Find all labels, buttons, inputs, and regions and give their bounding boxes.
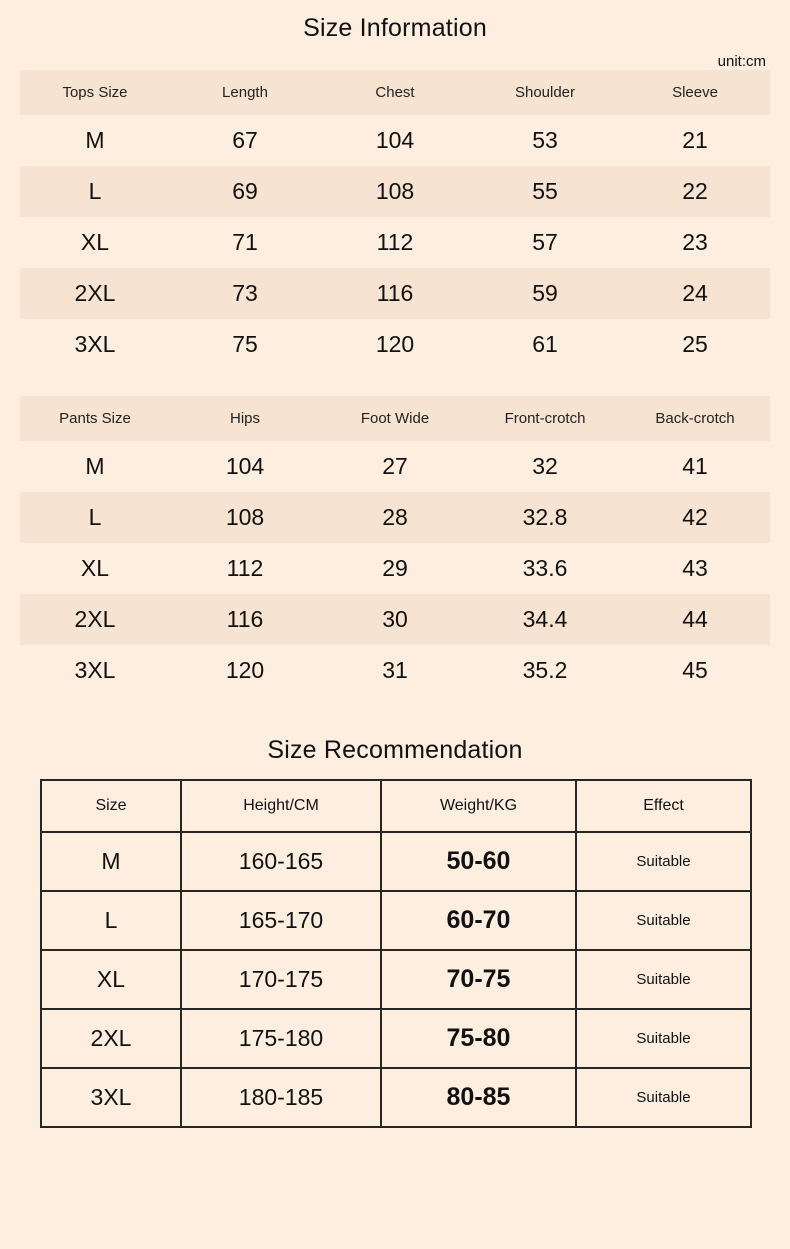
cell-size: 2XL	[41, 1009, 181, 1068]
table-row	[20, 594, 770, 645]
cell-size: XL	[80, 229, 110, 255]
table-row	[20, 319, 770, 370]
table-header-row	[20, 70, 770, 115]
cell-shoulder: 55	[532, 178, 558, 204]
cell-chest: 120	[375, 331, 415, 357]
size-recommendation-table	[40, 779, 752, 1128]
cell-length: 67	[232, 127, 258, 153]
cell-length: 75	[232, 331, 258, 357]
cell-front-crotch: 33.6	[522, 555, 568, 581]
cell-length: 69	[232, 178, 258, 204]
table-row	[20, 543, 770, 594]
cell-height: 180-185	[181, 1068, 381, 1127]
cell-foot-wide: 27	[382, 453, 408, 479]
cell-size: M	[85, 127, 105, 153]
cell-sleeve: 23	[682, 229, 708, 255]
table-row	[20, 492, 770, 543]
cell-weight: 70-75	[381, 950, 576, 1009]
tops-table-wrapper	[0, 70, 790, 370]
cell-front-crotch: 35.2	[522, 657, 568, 683]
cell-hips: 112	[226, 555, 264, 581]
table-row	[41, 1068, 751, 1127]
column-header: Weight/KG	[381, 780, 576, 832]
pants-size-table	[20, 396, 770, 696]
cell-foot-wide: 28	[382, 504, 408, 530]
cell-shoulder: 57	[532, 229, 558, 255]
cell-size: 3XL	[74, 331, 116, 357]
cell-weight: 80-85	[381, 1068, 576, 1127]
cell-chest: 108	[375, 178, 415, 204]
pants-table-wrapper	[0, 396, 790, 696]
cell-front-crotch: 34.4	[522, 606, 568, 632]
page-title-size-information: Size Information	[303, 14, 487, 42]
section-spacer	[0, 696, 790, 730]
page-title-size-recommendation: Size Recommendation	[267, 736, 523, 764]
cell-height: 165-170	[181, 891, 381, 950]
cell-hips: 104	[225, 453, 265, 479]
column-header: Pants Size	[59, 410, 131, 427]
section-spacer	[0, 370, 790, 396]
table-row	[20, 115, 770, 166]
column-header: Tops Size	[62, 84, 128, 101]
cell-height: 170-175	[181, 950, 381, 1009]
column-header: Back-crotch	[655, 410, 735, 427]
cell-foot-wide: 30	[382, 606, 408, 632]
table-row	[20, 268, 770, 319]
cell-size: 2XL	[74, 606, 116, 632]
tops-size-table	[20, 70, 770, 370]
recommendation-table-wrapper	[0, 779, 790, 1128]
cell-size: M	[41, 832, 181, 891]
cell-effect: Suitable	[576, 1009, 751, 1068]
cell-size: 3XL	[41, 1068, 181, 1127]
cell-effect: Suitable	[576, 1068, 751, 1127]
column-header: Sleeve	[672, 84, 718, 101]
cell-length: 71	[232, 229, 258, 255]
cell-size: L	[88, 504, 102, 530]
column-header: Length	[222, 84, 268, 101]
cell-chest: 116	[376, 280, 414, 306]
cell-length: 73	[232, 280, 258, 306]
table-row	[20, 166, 770, 217]
table-row	[41, 891, 751, 950]
cell-effect: Suitable	[576, 891, 751, 950]
column-header: Front-crotch	[504, 410, 586, 427]
cell-chest: 112	[376, 229, 414, 255]
cell-back-crotch: 42	[682, 504, 708, 530]
cell-sleeve: 21	[682, 127, 708, 153]
cell-height: 160-165	[181, 832, 381, 891]
cell-effect: Suitable	[576, 832, 751, 891]
cell-back-crotch: 44	[682, 606, 708, 632]
cell-size: L	[88, 178, 102, 204]
table-header-row	[20, 396, 770, 441]
cell-size: XL	[41, 950, 181, 1009]
cell-size: 3XL	[74, 657, 116, 683]
table-row	[20, 441, 770, 492]
cell-back-crotch: 45	[682, 657, 708, 683]
cell-hips: 120	[225, 657, 265, 683]
column-header: Effect	[576, 780, 751, 832]
cell-shoulder: 59	[532, 280, 558, 306]
cell-front-crotch: 32.8	[522, 504, 568, 530]
table-row	[41, 1009, 751, 1068]
cell-shoulder: 61	[532, 331, 558, 357]
cell-front-crotch: 32	[532, 453, 558, 479]
cell-effect: Suitable	[576, 950, 751, 1009]
cell-weight: 75-80	[381, 1009, 576, 1068]
cell-size: M	[85, 453, 105, 479]
column-header: Size	[41, 780, 181, 832]
cell-chest: 104	[375, 127, 415, 153]
unit-note: unit:cm	[717, 53, 766, 70]
column-header: Shoulder	[514, 84, 576, 101]
cell-sleeve: 25	[682, 331, 708, 357]
cell-sleeve: 24	[682, 280, 708, 306]
column-header: Chest	[375, 84, 415, 101]
cell-hips: 108	[225, 504, 265, 530]
table-row	[20, 645, 770, 696]
table-header-row	[41, 780, 751, 832]
column-header: Hips	[229, 410, 260, 427]
cell-weight: 60-70	[381, 891, 576, 950]
cell-shoulder: 53	[532, 127, 558, 153]
cell-hips: 116	[226, 606, 264, 632]
column-header: Height/CM	[181, 780, 381, 832]
cell-height: 175-180	[181, 1009, 381, 1068]
cell-back-crotch: 43	[682, 555, 708, 581]
table-row	[41, 832, 751, 891]
cell-foot-wide: 29	[382, 555, 408, 581]
cell-back-crotch: 41	[682, 453, 708, 479]
cell-weight: 50-60	[381, 832, 576, 891]
table-row	[41, 950, 751, 1009]
cell-size: L	[41, 891, 181, 950]
table-row	[20, 217, 770, 268]
column-header: Foot Wide	[360, 410, 430, 427]
cell-size: XL	[80, 555, 110, 581]
cell-foot-wide: 31	[382, 657, 408, 683]
cell-sleeve: 22	[682, 178, 708, 204]
cell-size: 2XL	[74, 280, 116, 306]
